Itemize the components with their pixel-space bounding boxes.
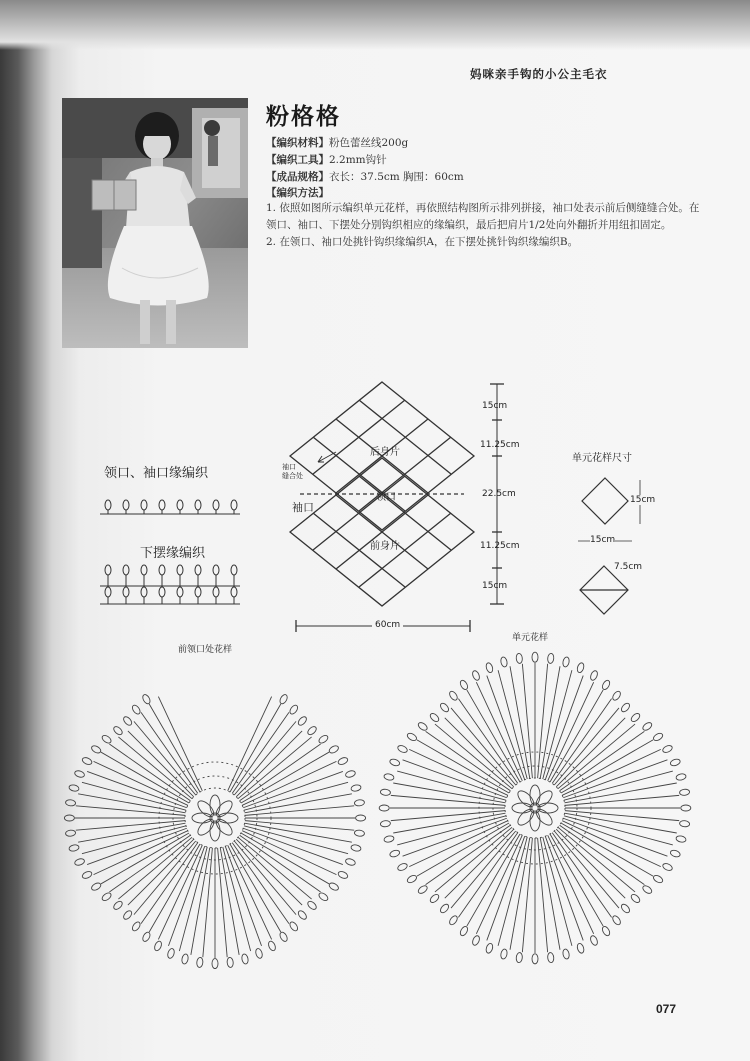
stitch-loop (123, 500, 129, 510)
flower-petal (210, 821, 220, 841)
stitch-loop (195, 500, 201, 510)
picot-loop (288, 704, 299, 716)
picot-loop (516, 653, 523, 664)
tools-label: 【编织工具】 (266, 154, 329, 166)
unit-side-vertical: 15cm (630, 495, 656, 505)
step-1: 1. 依照如图所示编织单元花样，再依照结构图所示排列拼接，袖口处表示前后侧缝缝合处。在领口、袖口、下摆处分别钩织相应的缘编织，最后把肩片1/2处向外翻折并用纽扣固定。 (266, 202, 700, 231)
stitch-loop (213, 500, 219, 510)
picot-loop (350, 784, 361, 792)
stitch-loop (177, 565, 183, 575)
picot-loop (354, 830, 365, 837)
dim-lower: 11.25cm (480, 541, 520, 551)
dim-upper: 11.25cm (480, 440, 520, 450)
stitch-spoke (243, 828, 343, 864)
picot-loop (601, 679, 611, 691)
picot-loop (611, 914, 622, 926)
dim-width: 60cm (372, 620, 403, 630)
picot-loop (350, 844, 361, 852)
picot-loop (255, 948, 264, 959)
picot-loop (306, 725, 317, 736)
picot-loop (589, 935, 599, 947)
stitch-loop (141, 587, 147, 597)
picot-loop (141, 931, 151, 943)
picot-loop (562, 949, 570, 960)
picot-loop (356, 815, 366, 821)
flower-petal (192, 813, 212, 823)
picot-loop (122, 909, 133, 920)
flower-petal (195, 798, 216, 819)
stitch-loop (159, 587, 165, 597)
stitch-spoke (243, 771, 343, 807)
stitch-loop (195, 587, 201, 597)
picot-loop (241, 953, 249, 964)
stitch-spoke (538, 664, 548, 778)
picot-loop (153, 940, 163, 952)
stitch-spoke (391, 811, 505, 821)
picot-loop (547, 952, 554, 963)
picot-loop (641, 721, 653, 732)
picot-loop (448, 914, 459, 926)
stitch-spoke (391, 795, 505, 805)
picot-loop (379, 805, 389, 811)
stitch-spoke (487, 836, 525, 940)
picot-loop (662, 862, 674, 872)
picot-loop (576, 943, 585, 954)
front-neck-pattern-label: 前领口处花样 (178, 645, 233, 655)
flower-petal (218, 813, 238, 823)
picot-loop (417, 884, 429, 895)
flower-petal (530, 785, 540, 805)
picot-loop (141, 693, 151, 705)
size-label: 【成品规格】 (266, 171, 329, 183)
picot-loop (74, 770, 85, 779)
stitch-spoke (543, 670, 572, 779)
picot-loop (288, 921, 299, 933)
stitch-round (505, 778, 565, 838)
picot-loop (345, 770, 356, 779)
stitch-spoke (203, 848, 213, 957)
picot-loop (417, 721, 429, 732)
stitch-spoke (76, 806, 185, 816)
picot-loop (601, 925, 611, 937)
stitch-spoke (218, 848, 228, 957)
hem-edging-title: 下摆缘编织 (140, 546, 206, 561)
stitch-loop (159, 500, 165, 510)
stitch-loop (141, 565, 147, 575)
picot-loop (74, 858, 85, 867)
picot-loop (196, 957, 203, 968)
stitch-spoke (522, 838, 532, 952)
neck-sleeve-edging-title: 领口、袖口缘编织 (104, 466, 209, 481)
picot-loop (611, 690, 622, 702)
picot-loop (318, 891, 330, 902)
picot-loop (112, 900, 123, 911)
picot-loop (122, 715, 133, 726)
picot-loop (227, 957, 234, 968)
seam-label-line1: 袖口 (282, 463, 296, 471)
back-panel-label: 后身片 (370, 447, 400, 458)
stitch-spoke (565, 811, 679, 821)
picot-loop (679, 789, 690, 796)
picot-loop (670, 849, 681, 858)
picot-loop (459, 679, 469, 691)
seam-label (282, 463, 303, 481)
picot-loop (397, 862, 409, 872)
sleeve-label: 袖口 (292, 501, 314, 514)
stitch-loop (141, 500, 147, 510)
front-panel-label: 前身片 (370, 541, 400, 552)
picot-loop (662, 744, 674, 754)
picot-loop (620, 702, 631, 713)
stitch-spoke (538, 838, 548, 952)
stitch-spoke (403, 760, 507, 798)
flower-center (210, 813, 220, 823)
picot-loop (389, 758, 400, 767)
materials-label: 【编织材料】 (266, 137, 329, 149)
picot-loop (279, 931, 289, 943)
picot-loop (576, 662, 585, 673)
stitch-spoke (87, 771, 187, 807)
flower-petal (534, 788, 555, 809)
picot-loop (652, 874, 664, 884)
stitch-loop (213, 587, 219, 597)
flower-petal (214, 798, 235, 819)
stitch-loop (231, 500, 237, 510)
materials-value: 粉色蕾丝线200g (329, 137, 409, 149)
picot-loop (81, 756, 93, 766)
seam-label-line2: 缝合处 (282, 472, 303, 480)
picot-loop (532, 954, 538, 964)
picot-loop (380, 820, 391, 827)
stitch-loop (177, 500, 183, 510)
picot-loop (589, 670, 599, 682)
picot-loop (679, 820, 690, 827)
picot-loop (267, 940, 277, 952)
stitch-spoke (225, 846, 261, 946)
picot-loop (471, 670, 481, 682)
picot-loop (90, 744, 102, 754)
stitch-spoke (563, 818, 667, 856)
stitch-spoke (522, 664, 532, 778)
picot-loop (318, 734, 330, 745)
picot-loop (429, 893, 440, 904)
size-value: 衣长：37.5cm 胸围：60cm (329, 171, 464, 183)
picot-loop (337, 756, 349, 766)
picot-loop (101, 734, 113, 745)
picot-loop (532, 652, 538, 662)
picot-loop (112, 725, 123, 736)
picot-loop (397, 744, 409, 754)
picot-loop (68, 784, 79, 792)
picot-loop (354, 799, 365, 806)
picot-loop (652, 732, 664, 742)
stitch-loop (231, 587, 237, 597)
flower-petal (538, 803, 558, 813)
stitch-spoke (564, 816, 673, 845)
picot-loop (81, 870, 93, 880)
picot-loop (383, 773, 394, 781)
picot-loop (471, 935, 481, 947)
picot-loop (383, 835, 394, 843)
flower-center (530, 803, 540, 813)
picot-loop (181, 953, 189, 964)
flower-petal (195, 817, 216, 838)
picot-loop (406, 732, 418, 742)
running-header: 妈咪亲手钩的小公主毛衣 (470, 67, 608, 81)
stitch-loop (177, 587, 183, 597)
stitch-loop (231, 565, 237, 575)
picot-loop (547, 653, 554, 664)
stitch-loop (105, 500, 111, 510)
flower-petal (534, 807, 555, 828)
picot-loop (676, 773, 687, 781)
picot-loop (389, 849, 400, 858)
picot-loop (620, 903, 631, 914)
picot-loop (485, 662, 494, 673)
picot-loop (485, 943, 494, 954)
picot-loop (406, 874, 418, 884)
stitch-spoke (76, 821, 185, 831)
picot-loop (65, 799, 76, 806)
picot-loop (429, 712, 440, 723)
picot-loop (630, 893, 641, 904)
unit-side-horizontal: 15cm (590, 535, 616, 545)
stitch-spoke (498, 837, 527, 946)
tools-value: 2.2mm钩针 (329, 154, 387, 166)
picot-loop (500, 949, 508, 960)
picot-loop (328, 882, 340, 892)
flower-petal (515, 788, 536, 809)
picot-loop (448, 690, 459, 702)
picot-loop (380, 789, 391, 796)
stitch-spoke (168, 846, 204, 946)
stitch-spoke (543, 837, 572, 946)
front-neck-motif-chart (64, 693, 365, 968)
stitch-loop (105, 587, 111, 597)
picot-loop (681, 805, 691, 811)
stitch-loop (123, 587, 129, 597)
method-label: 【编织方法】 (266, 187, 329, 199)
picot-loop (459, 925, 469, 937)
stitch-spoke (245, 806, 354, 816)
stitch-spoke (565, 795, 679, 805)
stitch-loop (213, 565, 219, 575)
picot-loop (167, 948, 176, 959)
unit-size-title: 单元花样尺寸 (572, 453, 632, 464)
picot-loop (90, 882, 102, 892)
flower-petal (214, 817, 235, 838)
flower-petal (210, 795, 220, 815)
picot-loop (328, 744, 340, 754)
stitch-spoke (487, 676, 525, 780)
picot-loop (131, 704, 142, 716)
picot-loop (345, 858, 356, 867)
step-2: 2. 在领口、袖口处挑针钩织缘编织A，在下摆处挑针钩织缘编织B。 (266, 236, 579, 248)
stitch-spoke (403, 818, 507, 856)
picot-loop (439, 903, 450, 914)
stitch-loop (195, 565, 201, 575)
dim-mid: 22.5cm (482, 489, 516, 499)
picot-loop (641, 884, 653, 895)
unit-motif-label: 单元花样 (512, 633, 549, 643)
stitch-loop (159, 565, 165, 575)
stitch-loop (105, 565, 111, 575)
stitch-round (185, 788, 245, 848)
picot-loop (131, 921, 142, 933)
structure-diagram (290, 382, 504, 632)
unit-motif-chart (379, 652, 691, 964)
picot-loop (212, 959, 218, 969)
dim-top: 15cm (482, 401, 508, 411)
picot-loop (68, 844, 79, 852)
stitch-spoke (563, 760, 667, 798)
picot-loop (439, 702, 450, 713)
flower-petal (512, 803, 532, 813)
stitch-spoke (245, 821, 354, 831)
picot-loop (279, 693, 289, 705)
neck-label: 领口 (376, 492, 396, 503)
picot-loop (65, 830, 76, 837)
stitch-spoke (87, 828, 187, 864)
picot-loop (500, 656, 508, 667)
flower-petal (530, 811, 540, 831)
picot-loop (101, 891, 113, 902)
stitch-spoke (498, 670, 527, 779)
picot-loop (676, 835, 687, 843)
picot-loop (630, 712, 641, 723)
picot-loop (516, 952, 523, 963)
picot-loop (297, 715, 308, 726)
dim-bottom: 15cm (482, 581, 508, 591)
picot-loop (306, 900, 317, 911)
stitch-spoke (545, 836, 583, 940)
flower-petal (515, 807, 536, 828)
picot-loop (670, 758, 681, 767)
pattern-title: 粉格格 (266, 103, 341, 130)
stitch-spoke (545, 676, 583, 780)
stitch-loop (123, 565, 129, 575)
picot-loop (562, 656, 570, 667)
picot-loop (337, 870, 349, 880)
page-number: 077 (656, 1002, 677, 1016)
picot-loop (297, 909, 308, 920)
unit-fold-dimension: 7.5cm (614, 562, 643, 572)
picot-loop (64, 815, 74, 821)
